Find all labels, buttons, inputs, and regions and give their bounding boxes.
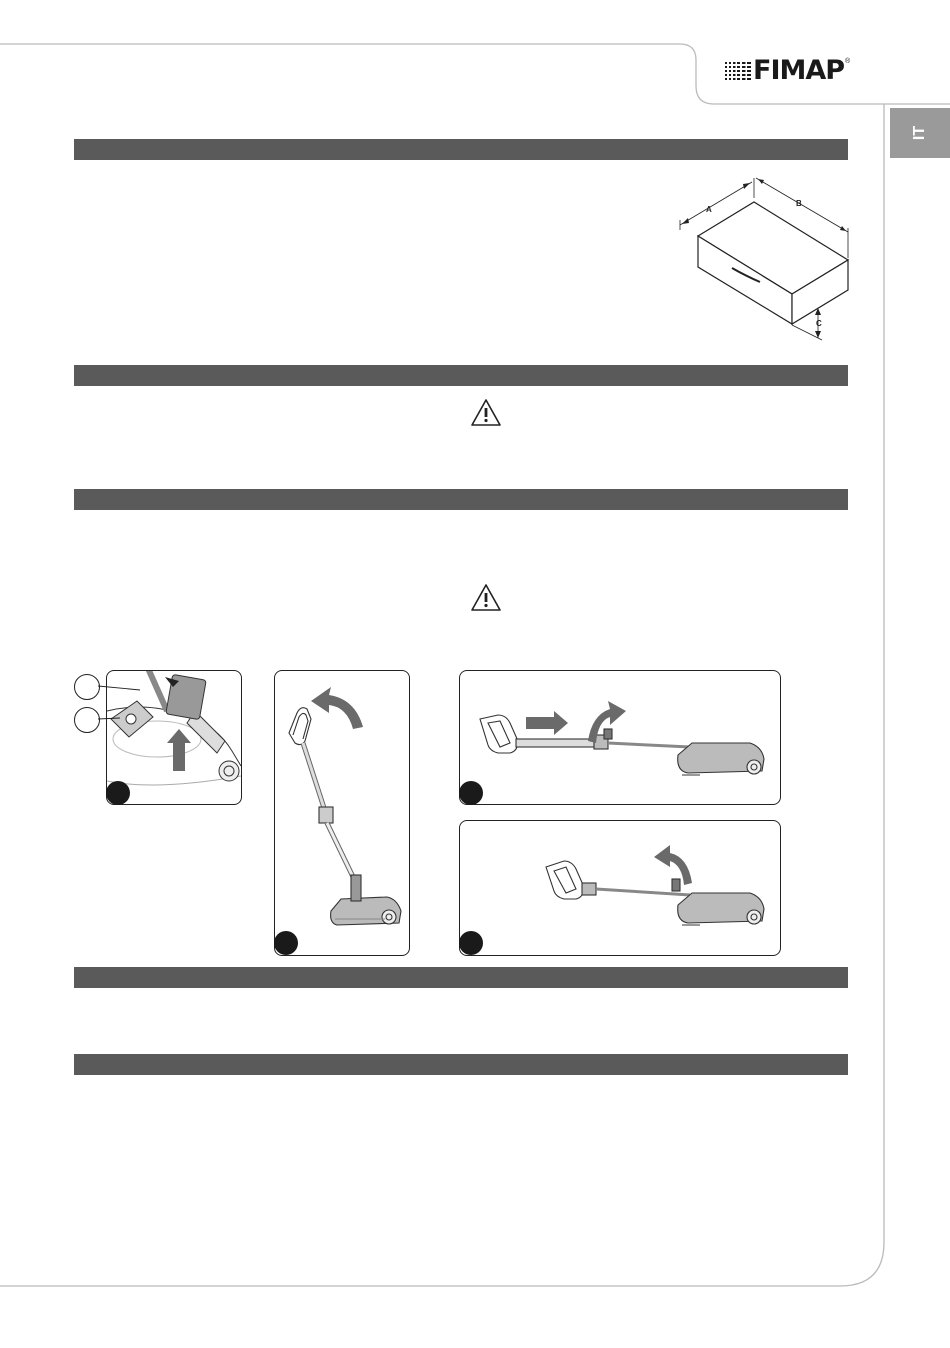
warning-triangle-icon [470,398,502,428]
section-header-bar-1 [74,139,848,160]
callout-circle-2 [74,707,100,733]
straight-arrow-icon [526,711,568,735]
brand-name: FIMAP [753,55,845,86]
dimension-label-c: C [816,319,822,328]
figure-marker-dot [274,931,298,955]
figure-handle-lock [459,820,781,956]
callout-circle-1 [74,674,100,700]
registered-mark: ® [845,58,851,65]
section-header-bar-4 [74,967,848,988]
handle-lock-illustration [460,821,780,955]
arrow-icon [167,729,191,771]
packaging-dimensions-diagram [672,170,852,345]
battery-removal-illustration [107,671,241,804]
section-header-bar-5 [74,1054,848,1075]
figure-marker-dot [459,931,483,955]
warning-triangle-icon [470,583,502,613]
language-tab-label: IT [911,125,928,141]
handle-upright-illustration [275,671,409,955]
figure-handle-upright [274,670,410,956]
figure-marker-dot [106,781,130,805]
handle-extend-illustration [460,671,780,804]
section-header-bar-2 [74,365,848,386]
language-tab[interactable] [890,108,950,158]
figure-marker-dot [459,781,483,805]
logo-dot-pattern-icon [725,60,751,82]
curved-arrow-icon [311,687,363,729]
figure-handle-extend [459,670,781,805]
section-header-bar-3 [74,489,848,510]
brand-logo [725,56,850,86]
dimension-label-a: A [706,205,712,214]
dimension-label-b: B [796,199,802,208]
